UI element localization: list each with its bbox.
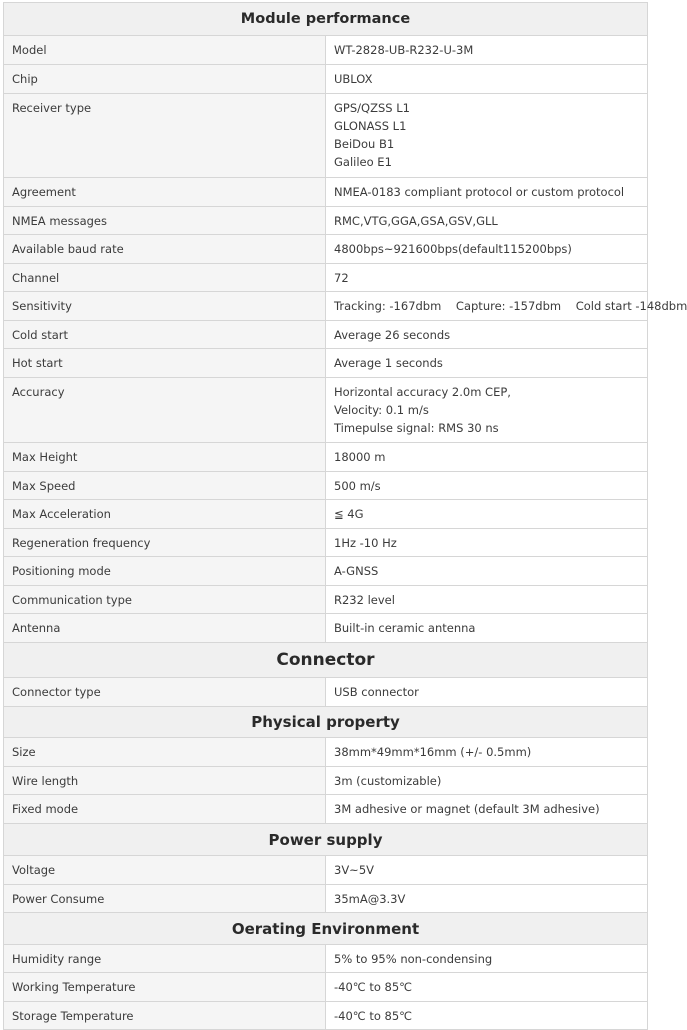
- spec-row: [4, 678, 648, 707]
- spec-row: [4, 738, 648, 767]
- spec-value: [326, 586, 648, 614]
- spec-value: [326, 557, 648, 586]
- spec-row: [4, 856, 648, 885]
- spec-label: Max Height: [4, 443, 326, 472]
- spec-value: [326, 292, 687, 321]
- spec-label: Working Temperature: [4, 973, 326, 1002]
- spec-value-line: 5% to 95% non-condensing: [334, 952, 493, 966]
- spec-value-line: BeiDou B1: [334, 137, 395, 151]
- spec-value-line: RMC,VTG,GGA,GSA,GSV,GLL: [334, 214, 498, 228]
- spec-value: [326, 207, 648, 235]
- spec-value-line: GLONASS L1: [334, 119, 407, 133]
- section-header: [4, 913, 648, 945]
- spec-value-line: Velocity: 0.1 m/s: [334, 403, 429, 417]
- spec-value: [326, 65, 648, 94]
- spec-value-line: Average 1 seconds: [334, 356, 443, 370]
- spec-row: [4, 378, 648, 443]
- spec-value: [326, 529, 648, 557]
- spec-row: [4, 36, 648, 65]
- spec-value: [326, 500, 648, 529]
- spec-row: [4, 795, 648, 824]
- spec-value-line: Average 26 seconds: [334, 328, 451, 342]
- spec-row: [4, 472, 648, 500]
- spec-row: [4, 945, 648, 973]
- section-header: [4, 707, 648, 738]
- spec-value-line: -40℃ to 85℃: [334, 980, 413, 994]
- spec-label: Voltage: [4, 856, 326, 885]
- spec-value-line: Horizontal accuracy 2.0m CEP,: [334, 385, 511, 399]
- spec-row: [4, 349, 648, 378]
- spec-value: [326, 767, 648, 795]
- spec-value: [326, 1002, 648, 1030]
- spec-label: Channel: [4, 264, 326, 292]
- spec-value-line: 18000 m: [334, 450, 386, 464]
- spec-value: [326, 678, 648, 707]
- spec-row: [4, 557, 648, 586]
- spec-value: [326, 614, 648, 643]
- section-header: [4, 3, 648, 36]
- spec-label: Size: [4, 738, 326, 767]
- spec-row: [4, 973, 648, 1002]
- spec-label: NMEA messages: [4, 207, 326, 235]
- spec-row: [4, 885, 648, 913]
- spec-label: Regeneration frequency: [4, 529, 326, 557]
- spec-value: [326, 235, 648, 264]
- spec-value: [326, 885, 648, 913]
- spec-value-line: 500 m/s: [334, 479, 381, 493]
- spec-value-line: 3M adhesive or magnet (default 3M adhesive): [334, 802, 600, 816]
- spec-value: [326, 738, 648, 767]
- spec-label: Sensitivity: [4, 292, 326, 321]
- spec-label: Positioning mode: [4, 557, 326, 586]
- spec-value-line: 3V~5V: [334, 863, 375, 877]
- spec-row: [4, 65, 648, 94]
- spec-label: Hot start: [4, 349, 326, 378]
- spec-label: Power Consume: [4, 885, 326, 913]
- spec-label: Max Acceleration: [4, 500, 326, 529]
- spec-value-line: ≦ 4G: [334, 507, 364, 521]
- spec-row: [4, 529, 648, 557]
- spec-label: Connector type: [4, 678, 326, 707]
- spec-value: [326, 856, 648, 885]
- spec-label: Wire length: [4, 767, 326, 795]
- spec-label: Chip: [4, 65, 326, 94]
- spec-value-line: 3m (customizable): [334, 774, 442, 788]
- spec-row: [4, 292, 648, 321]
- spec-label: Antenna: [4, 614, 326, 643]
- spec-row: [4, 207, 648, 235]
- spec-row: [4, 586, 648, 614]
- spec-value: [326, 94, 648, 178]
- spec-row: [4, 443, 648, 472]
- spec-value: [326, 795, 648, 824]
- spec-value-line: GPS/QZSS L1: [334, 101, 410, 115]
- spec-row: [4, 264, 648, 292]
- spec-value-line: USB connector: [334, 685, 419, 699]
- spec-value-line: 38mm*49mm*16mm (+/- 0.5mm): [334, 745, 532, 759]
- spec-row: [4, 321, 648, 349]
- spec-value: [326, 178, 648, 207]
- spec-value: [326, 945, 648, 973]
- spec-label: Accuracy: [4, 378, 326, 443]
- spec-value-line: A-GNSS: [334, 564, 379, 578]
- spec-value-line: 72: [334, 271, 349, 285]
- spec-row: [4, 500, 648, 529]
- section-title: Connector: [4, 643, 648, 678]
- spec-value: [326, 472, 648, 500]
- spec-label: Max Speed: [4, 472, 326, 500]
- spec-value-line: 4800bps~921600bps(default115200bps): [334, 242, 572, 256]
- spec-table-body: [4, 3, 687, 1030]
- spec-row: [4, 767, 648, 795]
- spec-value-line: Galileo E1: [334, 155, 392, 169]
- spec-value: [326, 264, 648, 292]
- spec-value-line: NMEA-0183 compliant protocol or custom protocol: [334, 185, 625, 199]
- spec-value-line: Tracking: -167dbm Capture: -157dbm Cold start -148dbm: [334, 299, 687, 313]
- spec-label: Receiver type: [4, 94, 326, 178]
- spec-label: Available baud rate: [4, 235, 326, 264]
- spec-label: Storage Temperature: [4, 1002, 326, 1030]
- section-title: Physical property: [4, 707, 648, 738]
- spec-value-line: 35mA@3.3V: [334, 892, 406, 906]
- spec-value-line: WT-2828-UB-R232-U-3M: [334, 43, 474, 57]
- spec-label: Communication type: [4, 586, 326, 614]
- spec-label: Humidity range: [4, 945, 326, 973]
- spec-label: Agreement: [4, 178, 326, 207]
- section-header: [4, 824, 648, 856]
- spec-value-line: Timepulse signal: RMS 30 ns: [334, 421, 499, 435]
- spec-value: [326, 443, 648, 472]
- spec-value: [326, 378, 648, 443]
- section-title: Oerating Environment: [4, 913, 648, 945]
- spec-value-line: 1Hz -10 Hz: [334, 536, 397, 550]
- spec-row: [4, 178, 648, 207]
- spec-row: [4, 1002, 648, 1030]
- spec-label: Fixed mode: [4, 795, 326, 824]
- spec-row: [4, 235, 648, 264]
- spec-value-line: -40℃ to 85℃: [334, 1009, 413, 1023]
- spec-value-line: R232 level: [334, 593, 395, 607]
- section-header: [4, 643, 648, 678]
- spec-label: Cold start: [4, 321, 326, 349]
- spec-label: Model: [4, 36, 326, 65]
- spec-row: [4, 614, 648, 643]
- spec-value-line: Built-in ceramic antenna: [334, 621, 476, 635]
- spec-value: [326, 349, 648, 378]
- section-title: Module performance: [4, 3, 648, 36]
- spec-value: [326, 321, 648, 349]
- spec-value: [326, 36, 648, 65]
- section-title: Power supply: [4, 824, 648, 856]
- spec-value-line: UBLOX: [334, 72, 373, 86]
- spec-row: [4, 94, 648, 178]
- spec-table: [3, 2, 687, 1030]
- spec-value: [326, 973, 648, 1002]
